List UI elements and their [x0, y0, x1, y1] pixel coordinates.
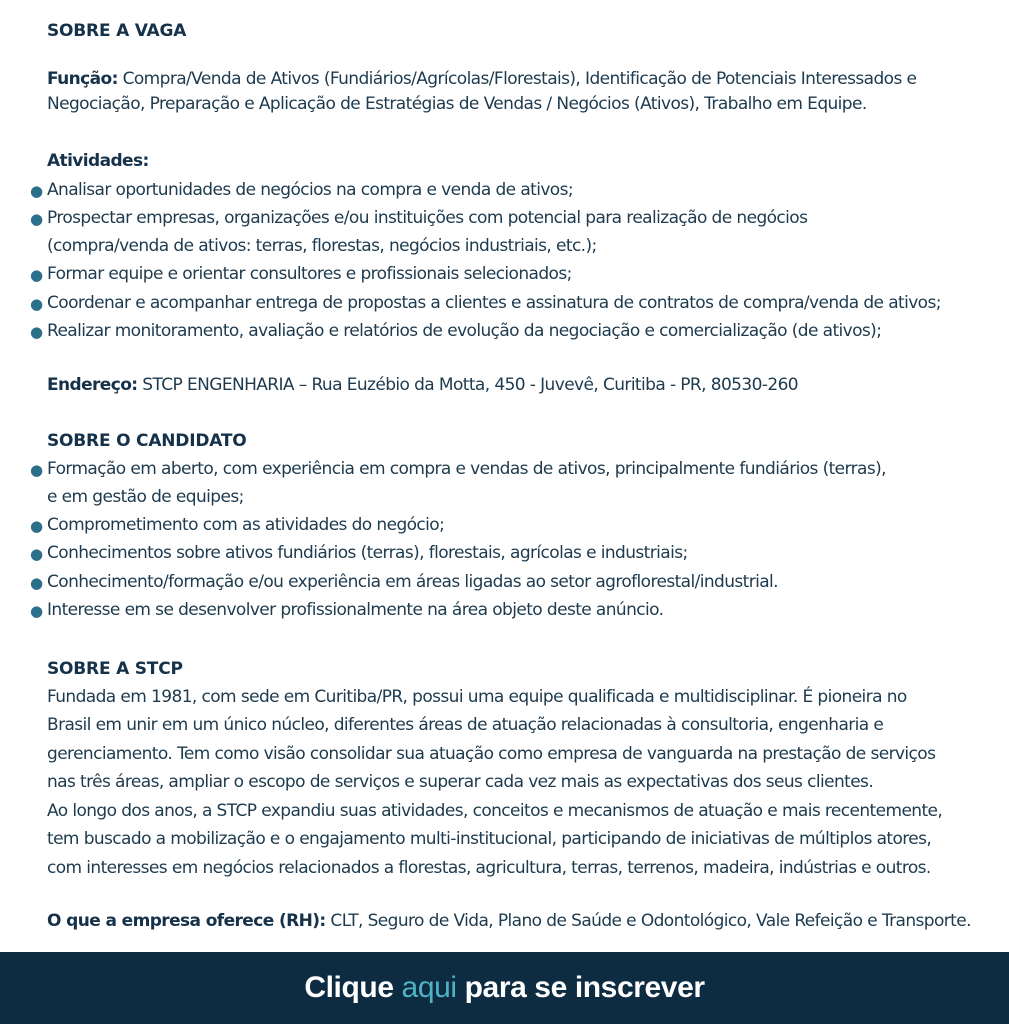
stcp-paragraph-line: tem buscado a mobilização e o engajamento multi-institucional, participando de iniciativas de múltiplos atores,: [47, 829, 932, 849]
atividade-item: Prospectar empresas, organizações e/ou instituições com potencial para realização de negócios: [47, 208, 808, 228]
candidato-item-continuation: e em gestão de equipes;: [47, 487, 244, 507]
bullet-icon: ●: [30, 266, 44, 284]
section-heading-sobre-vaga: SOBRE A VAGA: [47, 21, 187, 41]
candidato-item: Conhecimentos sobre ativos fundiários (terras), florestais, agrícolas e industriais;: [47, 543, 688, 563]
stcp-paragraph-line: Brasil em unir em um único núcleo, diferentes áreas de atuação relacionadas à consultoria, engenharia e: [47, 715, 884, 735]
endereco-label: Endereço:: [47, 375, 138, 395]
stcp-paragraph-line: gerenciamento. Tem como visão consolidar sua atuação como empresa de vanguarda na prestação de serviços: [47, 744, 936, 764]
bullet-icon: ●: [30, 602, 44, 620]
atividade-item: Analisar oportunidades de negócios na compra e venda de ativos;: [47, 180, 573, 200]
funcao-line-1: [47, 69, 916, 89]
candidato-item: Comprometimento com as atividades do negócio;: [47, 515, 445, 535]
oferece-value: CLT, Seguro de Vida, Plano de Saúde e Odontológico, Vale Refeição e Transporte.: [325, 911, 971, 931]
stcp-paragraph-line: Ao longo dos anos, a STCP expandiu suas atividades, conceitos e mecanismos de atuação e mais recentemente,: [47, 801, 943, 821]
stcp-paragraph-line: Fundada em 1981, com sede em Curitiba/PR, possui uma equipe qualificada e multidisciplinar. É pioneira no: [47, 687, 907, 707]
oferece-label: O que a empresa oferece (RH):: [47, 911, 326, 931]
bullet-icon: ●: [30, 517, 44, 535]
bullet-icon: ●: [30, 545, 44, 563]
atividade-item: Realizar monitoramento, avaliação e relatórios de evolução da negociação e comercialização (de ativos);: [47, 321, 882, 341]
candidato-item: Interesse em se desenvolver profissionalmente na área objeto deste anúncio.: [47, 600, 664, 620]
endereco-value: STCP ENGENHARIA – Rua Euzébio da Motta, 450 - Juvevê, Curitiba - PR, 80530-260: [137, 375, 799, 395]
section-heading-sobre-stcp: SOBRE A STCP: [47, 659, 183, 679]
bullet-icon: ●: [30, 574, 44, 592]
funcao-text-1: Compra/Venda de Ativos (Fundiários/Agrícolas/Florestais), Identificação de Potenciais Interessados e: [117, 69, 917, 89]
footer-banner: [0, 952, 1009, 1024]
candidato-item: Conhecimento/formação e/ou experiência em áreas ligadas ao setor agroflorestal/industrial.: [47, 572, 778, 592]
atividade-item: Coordenar e acompanhar entrega de propostas a clientes e assinatura de contratos de compra/venda de ativos;: [47, 293, 941, 313]
bullet-icon: ●: [30, 295, 44, 313]
atividades-label: [47, 151, 149, 171]
bullet-icon: ●: [30, 210, 44, 228]
oferece-line: [47, 911, 971, 931]
atividade-item-continuation: (compra/venda de ativos: terras, florestas, negócios industriais, etc.);: [47, 236, 597, 256]
section-heading-sobre-candidato: SOBRE O CANDIDATO: [47, 431, 247, 451]
bullet-icon: ●: [30, 461, 44, 479]
funcao-label: Função:: [47, 69, 118, 89]
bullet-icon: ●: [30, 182, 44, 200]
cta-suffix: para se inscrever: [456, 971, 705, 1004]
atividades-label-text: Atividades:: [47, 151, 149, 171]
cta-prefix: Clique: [304, 971, 402, 1004]
bullet-icon: ●: [30, 323, 44, 341]
atividade-item: Formar equipe e orientar consultores e profissionais selecionados;: [47, 264, 572, 284]
funcao-line-2: Negociação, Preparação e Aplicação de Estratégias de Vendas / Negócios (Ativos), Trabalho em Equipe.: [47, 94, 867, 114]
stcp-paragraph-line: com interesses em negócios relacionados a florestas, agricultura, terras, terrenos, madeira, indústrias e outros.: [47, 858, 931, 878]
candidato-item: Formação em aberto, com experiência em compra e vendas de ativos, principalmente fundiários (terras),: [47, 459, 886, 479]
signup-cta: [304, 971, 704, 1005]
stcp-paragraph-line: nas três áreas, ampliar o escopo de serviços e superar cada vez mais as expectativas dos seus clientes.: [47, 772, 874, 792]
endereco-line: [47, 375, 798, 395]
signup-link[interactable]: aqui: [401, 971, 457, 1004]
